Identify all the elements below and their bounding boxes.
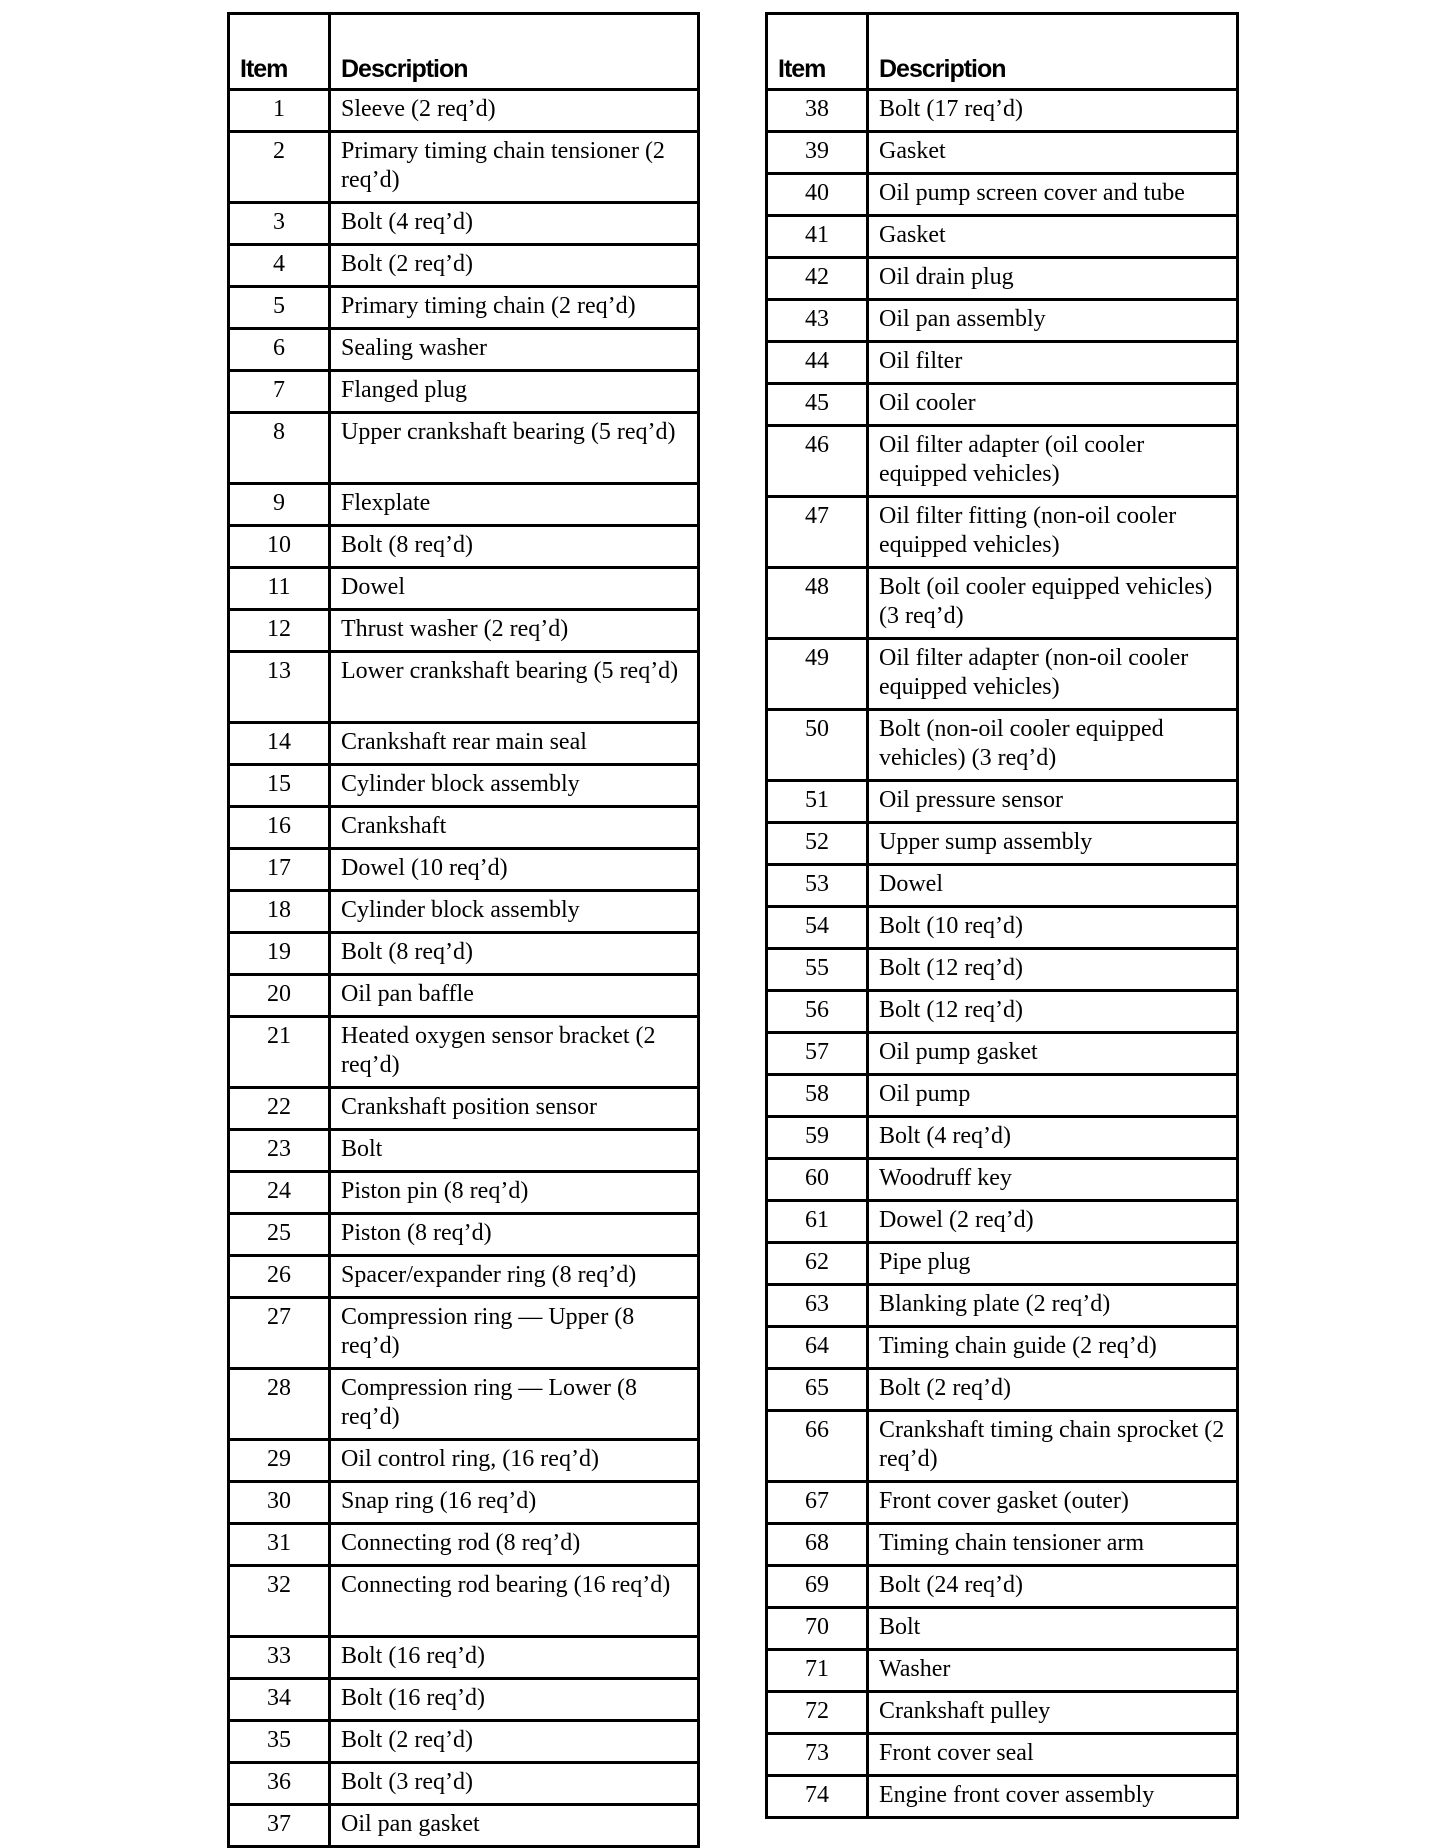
item-description: Upper crankshaft bearing (5 req’d) xyxy=(330,413,699,484)
item-description: Crankshaft xyxy=(330,807,699,849)
item-description: Thrust washer (2 req’d) xyxy=(330,610,699,652)
table-row xyxy=(229,1172,699,1214)
item-description: Front cover seal xyxy=(868,1734,1238,1776)
item-number: 72 xyxy=(767,1692,868,1734)
item-description: Oil filter adapter (non-oil cooler equipped vehicles) xyxy=(868,639,1238,710)
table-row xyxy=(767,174,1238,216)
item-description: Washer xyxy=(868,1650,1238,1692)
table-row xyxy=(767,949,1238,991)
table-row xyxy=(767,710,1238,781)
item-description: Bolt (16 req’d) xyxy=(330,1637,699,1679)
item-description: Snap ring (16 req’d) xyxy=(330,1482,699,1524)
item-number: 66 xyxy=(767,1411,868,1482)
item-description: Bolt (3 req’d) xyxy=(330,1763,699,1805)
item-number: 58 xyxy=(767,1075,868,1117)
item-number: 27 xyxy=(229,1298,330,1369)
table-row xyxy=(767,90,1238,132)
table-row xyxy=(767,1033,1238,1075)
item-number: 29 xyxy=(229,1440,330,1482)
item-description: Dowel (2 req’d) xyxy=(868,1201,1238,1243)
item-number: 32 xyxy=(229,1566,330,1637)
table-row xyxy=(229,1440,699,1482)
table-row xyxy=(767,1524,1238,1566)
table-row xyxy=(229,1369,699,1440)
item-description: Crankshaft pulley xyxy=(868,1692,1238,1734)
item-description: Bolt (2 req’d) xyxy=(330,1721,699,1763)
item-description: Dowel xyxy=(330,568,699,610)
table-row xyxy=(229,526,699,568)
table-row xyxy=(229,1679,699,1721)
item-description: Piston pin (8 req’d) xyxy=(330,1172,699,1214)
table-row xyxy=(229,1130,699,1172)
table-row xyxy=(767,258,1238,300)
table-row xyxy=(229,1524,699,1566)
item-number: 37 xyxy=(229,1805,330,1847)
item-number: 21 xyxy=(229,1017,330,1088)
table-row xyxy=(229,203,699,245)
table-row xyxy=(229,1805,699,1847)
table-row xyxy=(767,1243,1238,1285)
item-number: 61 xyxy=(767,1201,868,1243)
table-row xyxy=(767,991,1238,1033)
table-row xyxy=(767,1482,1238,1524)
header-row xyxy=(767,14,1238,90)
item-description: Flexplate xyxy=(330,484,699,526)
item-number: 17 xyxy=(229,849,330,891)
item-description: Blanking plate (2 req’d) xyxy=(868,1285,1238,1327)
table-row xyxy=(767,1734,1238,1776)
item-description: Oil filter xyxy=(868,342,1238,384)
table-row xyxy=(229,245,699,287)
item-number: 19 xyxy=(229,933,330,975)
table-row xyxy=(229,807,699,849)
item-number: 64 xyxy=(767,1327,868,1369)
item-number: 56 xyxy=(767,991,868,1033)
table-row xyxy=(767,1159,1238,1201)
item-number: 69 xyxy=(767,1566,868,1608)
table-row xyxy=(229,413,699,484)
item-number: 25 xyxy=(229,1214,330,1256)
table-row xyxy=(767,1369,1238,1411)
item-description: Flanged plug xyxy=(330,371,699,413)
item-number: 5 xyxy=(229,287,330,329)
table-row xyxy=(767,568,1238,639)
item-description: Connecting rod (8 req’d) xyxy=(330,1524,699,1566)
item-number: 60 xyxy=(767,1159,868,1201)
item-number: 70 xyxy=(767,1608,868,1650)
item-description: Bolt (4 req’d) xyxy=(868,1117,1238,1159)
table-row xyxy=(767,384,1238,426)
item-number: 26 xyxy=(229,1256,330,1298)
table-row xyxy=(767,497,1238,568)
item-description: Oil pan baffle xyxy=(330,975,699,1017)
item-header: Item xyxy=(767,14,868,90)
item-description: Woodruff key xyxy=(868,1159,1238,1201)
parts-table-left xyxy=(227,12,700,1848)
item-number: 62 xyxy=(767,1243,868,1285)
item-number: 52 xyxy=(767,823,868,865)
item-description: Crankshaft rear main seal xyxy=(330,723,699,765)
item-description: Compression ring — Upper (8 req’d) xyxy=(330,1298,699,1369)
item-number: 59 xyxy=(767,1117,868,1159)
item-description: Gasket xyxy=(868,132,1238,174)
table-row xyxy=(767,907,1238,949)
item-description: Bolt (2 req’d) xyxy=(330,245,699,287)
table-row xyxy=(767,300,1238,342)
table-row xyxy=(767,823,1238,865)
item-number: 20 xyxy=(229,975,330,1017)
item-description: Bolt (8 req’d) xyxy=(330,526,699,568)
parts-table-right xyxy=(765,12,1239,1819)
table-row xyxy=(229,765,699,807)
table-row xyxy=(229,132,699,203)
table-row xyxy=(767,216,1238,258)
table-row xyxy=(229,933,699,975)
table-row xyxy=(229,723,699,765)
item-description: Sleeve (2 req’d) xyxy=(330,90,699,132)
table-row xyxy=(229,568,699,610)
item-description: Oil control ring, (16 req’d) xyxy=(330,1440,699,1482)
item-number: 48 xyxy=(767,568,868,639)
item-description: Sealing washer xyxy=(330,329,699,371)
item-description: Piston (8 req’d) xyxy=(330,1214,699,1256)
item-number: 12 xyxy=(229,610,330,652)
item-number: 71 xyxy=(767,1650,868,1692)
item-number: 28 xyxy=(229,1369,330,1440)
item-description: Bolt (2 req’d) xyxy=(868,1369,1238,1411)
item-number: 24 xyxy=(229,1172,330,1214)
item-number: 11 xyxy=(229,568,330,610)
item-number: 3 xyxy=(229,203,330,245)
item-description: Oil pan gasket xyxy=(330,1805,699,1847)
item-number: 15 xyxy=(229,765,330,807)
item-number: 36 xyxy=(229,1763,330,1805)
item-description: Pipe plug xyxy=(868,1243,1238,1285)
item-number: 74 xyxy=(767,1776,868,1818)
item-number: 73 xyxy=(767,1734,868,1776)
item-description: Bolt xyxy=(868,1608,1238,1650)
table-row xyxy=(767,1327,1238,1369)
table-row xyxy=(229,1482,699,1524)
item-description: Timing chain guide (2 req’d) xyxy=(868,1327,1238,1369)
item-description: Connecting rod bearing (16 req’d) xyxy=(330,1566,699,1637)
table-row xyxy=(767,1776,1238,1818)
item-number: 38 xyxy=(767,90,868,132)
item-number: 54 xyxy=(767,907,868,949)
table-row xyxy=(767,1566,1238,1608)
item-number: 41 xyxy=(767,216,868,258)
item-number: 7 xyxy=(229,371,330,413)
item-number: 55 xyxy=(767,949,868,991)
table-row xyxy=(229,610,699,652)
table-row xyxy=(229,891,699,933)
item-description: Dowel (10 req’d) xyxy=(330,849,699,891)
item-number: 22 xyxy=(229,1088,330,1130)
item-description: Lower crankshaft bearing (5 req’d) xyxy=(330,652,699,723)
item-description: Cylinder block assembly xyxy=(330,891,699,933)
table-row xyxy=(767,426,1238,497)
item-description: Bolt (16 req’d) xyxy=(330,1679,699,1721)
item-description: Engine front cover assembly xyxy=(868,1776,1238,1818)
table-row xyxy=(229,975,699,1017)
item-number: 42 xyxy=(767,258,868,300)
table-row xyxy=(229,1214,699,1256)
item-description: Gasket xyxy=(868,216,1238,258)
item-description: Cylinder block assembly xyxy=(330,765,699,807)
item-number: 16 xyxy=(229,807,330,849)
item-number: 68 xyxy=(767,1524,868,1566)
item-number: 31 xyxy=(229,1524,330,1566)
item-number: 46 xyxy=(767,426,868,497)
item-description: Compression ring — Lower (8 req’d) xyxy=(330,1369,699,1440)
item-number: 35 xyxy=(229,1721,330,1763)
table-row xyxy=(767,1117,1238,1159)
item-number: 45 xyxy=(767,384,868,426)
item-number: 40 xyxy=(767,174,868,216)
item-description: Bolt (12 req’d) xyxy=(868,991,1238,1033)
item-description: Oil pump xyxy=(868,1075,1238,1117)
description-header: Description xyxy=(330,14,699,90)
item-description: Primary timing chain tensioner (2 req’d) xyxy=(330,132,699,203)
item-header: Item xyxy=(229,14,330,90)
item-description: Oil filter adapter (oil cooler equipped vehicles) xyxy=(868,426,1238,497)
item-description: Oil pump gasket xyxy=(868,1033,1238,1075)
item-number: 10 xyxy=(229,526,330,568)
item-number: 30 xyxy=(229,1482,330,1524)
item-number: 57 xyxy=(767,1033,868,1075)
table-row xyxy=(767,865,1238,907)
item-description: Oil pressure sensor xyxy=(868,781,1238,823)
item-description: Bolt (10 req’d) xyxy=(868,907,1238,949)
table-row xyxy=(229,1298,699,1369)
item-number: 34 xyxy=(229,1679,330,1721)
table-row xyxy=(767,1201,1238,1243)
item-number: 14 xyxy=(229,723,330,765)
item-number: 53 xyxy=(767,865,868,907)
description-header: Description xyxy=(868,14,1238,90)
item-description: Crankshaft position sensor xyxy=(330,1088,699,1130)
table-row xyxy=(229,484,699,526)
item-number: 65 xyxy=(767,1369,868,1411)
item-number: 43 xyxy=(767,300,868,342)
item-number: 67 xyxy=(767,1482,868,1524)
table-row xyxy=(229,1088,699,1130)
item-number: 9 xyxy=(229,484,330,526)
item-description: Front cover gasket (outer) xyxy=(868,1482,1238,1524)
table-row xyxy=(229,287,699,329)
table-row xyxy=(229,90,699,132)
item-number: 23 xyxy=(229,1130,330,1172)
table-row xyxy=(229,849,699,891)
table-row xyxy=(229,1637,699,1679)
item-number: 47 xyxy=(767,497,868,568)
item-description: Oil filter fitting (non-oil cooler equipped vehicles) xyxy=(868,497,1238,568)
item-description: Oil cooler xyxy=(868,384,1238,426)
item-number: 50 xyxy=(767,710,868,781)
item-number: 51 xyxy=(767,781,868,823)
table-row xyxy=(767,1075,1238,1117)
item-description: Primary timing chain (2 req’d) xyxy=(330,287,699,329)
item-number: 4 xyxy=(229,245,330,287)
item-description: Bolt (oil cooler equipped vehicles) (3 req’d) xyxy=(868,568,1238,639)
item-description: Dowel xyxy=(868,865,1238,907)
item-description: Bolt (8 req’d) xyxy=(330,933,699,975)
table-row xyxy=(767,1411,1238,1482)
item-description: Bolt (17 req’d) xyxy=(868,90,1238,132)
table-row xyxy=(229,1763,699,1805)
item-number: 18 xyxy=(229,891,330,933)
item-description: Timing chain tensioner arm xyxy=(868,1524,1238,1566)
item-description: Upper sump assembly xyxy=(868,823,1238,865)
item-number: 13 xyxy=(229,652,330,723)
item-description: Crankshaft timing chain sprocket (2 req’d) xyxy=(868,1411,1238,1482)
item-description: Spacer/expander ring (8 req’d) xyxy=(330,1256,699,1298)
table-row xyxy=(767,639,1238,710)
table-row xyxy=(229,1256,699,1298)
table-row xyxy=(767,1608,1238,1650)
item-description: Oil pan assembly xyxy=(868,300,1238,342)
item-number: 49 xyxy=(767,639,868,710)
table-row xyxy=(767,781,1238,823)
header-row xyxy=(229,14,699,90)
item-description: Oil pump screen cover and tube xyxy=(868,174,1238,216)
item-description: Bolt xyxy=(330,1130,699,1172)
table-row xyxy=(229,1721,699,1763)
item-description: Bolt (12 req’d) xyxy=(868,949,1238,991)
item-number: 2 xyxy=(229,132,330,203)
item-description: Heated oxygen sensor bracket (2 req’d) xyxy=(330,1017,699,1088)
table-row xyxy=(767,1650,1238,1692)
table-row xyxy=(767,342,1238,384)
table-row xyxy=(229,371,699,413)
item-description: Bolt (24 req’d) xyxy=(868,1566,1238,1608)
table-row xyxy=(767,1692,1238,1734)
item-number: 1 xyxy=(229,90,330,132)
item-description: Bolt (4 req’d) xyxy=(330,203,699,245)
table-row xyxy=(229,1017,699,1088)
table-row xyxy=(767,1285,1238,1327)
item-number: 44 xyxy=(767,342,868,384)
item-description: Oil drain plug xyxy=(868,258,1238,300)
item-number: 39 xyxy=(767,132,868,174)
table-row xyxy=(767,132,1238,174)
item-number: 33 xyxy=(229,1637,330,1679)
table-row xyxy=(229,1566,699,1637)
table-row xyxy=(229,652,699,723)
table-row xyxy=(229,329,699,371)
item-number: 63 xyxy=(767,1285,868,1327)
item-number: 6 xyxy=(229,329,330,371)
item-description: Bolt (non-oil cooler equipped vehicles) (3 req’d) xyxy=(868,710,1238,781)
item-number: 8 xyxy=(229,413,330,484)
